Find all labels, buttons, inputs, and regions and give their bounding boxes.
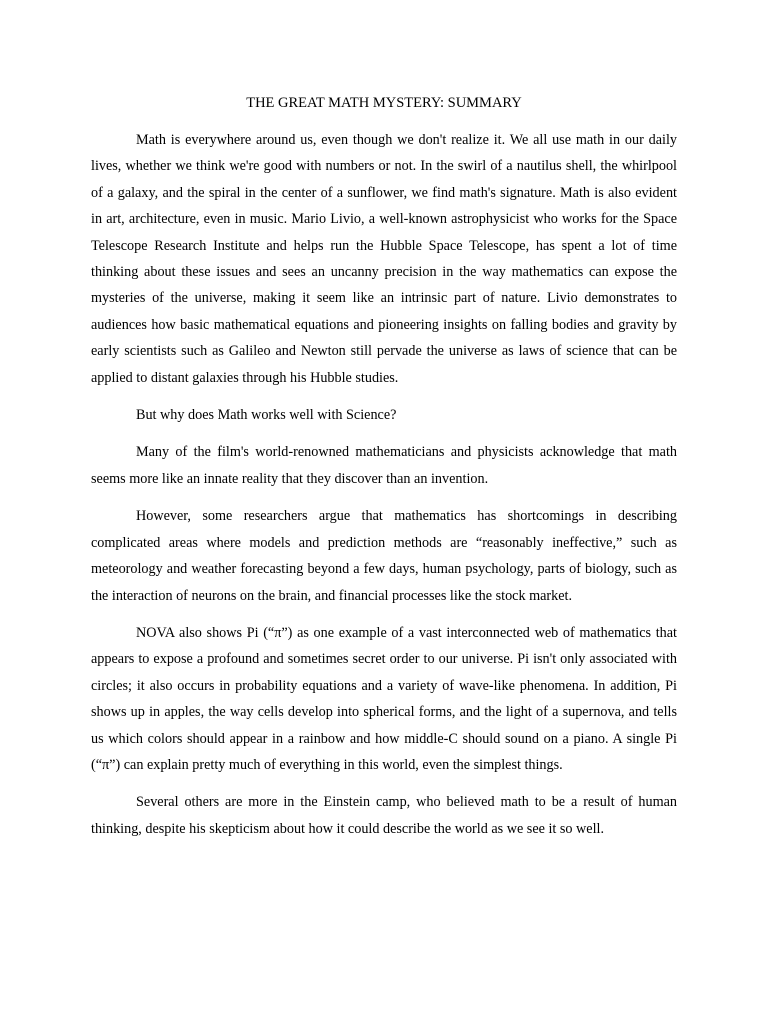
paragraph-pi: NOVA also shows Pi (“π”) as one example of a vast interconnected web of mathematics that appears to expose a profound and sometimes secret order to our universe. Pi isn't only associated with circles; it also occurs in probability equations and a variety of wave-like phenomena. In addition, Pi shows up in apples, the way cells develop into spherical forms, and the light of a supernova, and tells us which colors should appear in a rainbow and how middle-C should sound on a piano. A single Pi (“π”) can explain pretty much of everything in this world, even the simplest things. <box>91 624 677 773</box>
paragraph-einstein-camp: Several others are more in the Einstein camp, who believed math to be a result of human thinking, despite his skepticism about how it could describe the world as we see it so well. <box>91 794 677 837</box>
document-body <box>91 127 677 853</box>
paragraph-shortcomings: However, some researchers argue that mathematics has shortcomings in describing complicated areas where models and prediction methods are “reasonably ineffective,” such as meteorology and weather forecasting beyond a few days, human psychology, parts of biology, such as the interaction of neurons on the brain, and financial processes like the stock market. <box>91 508 677 604</box>
paragraph-question: But why does Math works well with Science? <box>136 407 397 424</box>
document-title: THE GREAT MATH MYSTERY: SUMMARY <box>246 95 522 111</box>
paragraph-intro: Math is everywhere around us, even though we don't realize it. We all use math in our daily lives, whether we think we're good with numbers or not. In the swirl of a nautilus shell, the whirlpool of a galaxy, and the spiral in the center of a sunflower, we find math's signature. Math is also evident in art, architecture, even in music. Mario Livio, a well-known astrophysicist who works for the Space Telescope Research Institute and helps run the Hubble Space Telescope, has spent a lot of time thinking about these issues and sees an uncanny precision in the way mathematics can expose the mysteries of the universe, making it seem like an intrinsic part of nature. Livio demonstrates to audiences how basic mathematical equations and pioneering insights on falling bodies and gravity by early scientists such as Galileo and Newton still pervade the universe as laws of science that can be applied to distant galaxies through his Hubble studies. <box>91 132 677 386</box>
paragraph-innate-reality: Many of the film's world-renowned mathematicians and physicists acknowledge that math seems more like an innate reality that they discover than an invention. <box>91 444 677 487</box>
